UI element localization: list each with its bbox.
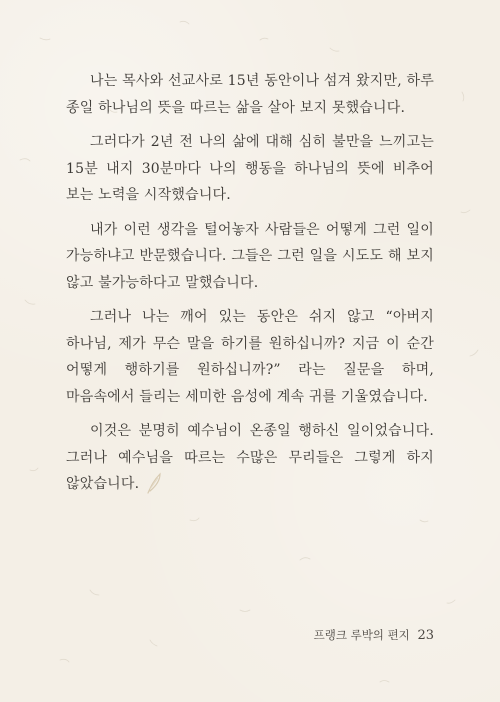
paragraph-3: 내가 이런 생각을 털어놓자 사람들은 어떻게 그런 일이 가능하냐고 반문했습니다. 그들은 그런 일을 시도도 해 보지 않고 불가능하다고 말했습니다. — [66, 221, 434, 291]
paragraph-5 — [66, 418, 434, 498]
body-text — [66, 68, 434, 506]
paragraph-2: 그러다가 2년 전 나의 삶에 대해 심히 불만을 느끼고는 15분 내지 30분마다 나의 행동을 하나님의 뜻에 비추어 보는 노력을 시작했습니다. — [66, 134, 434, 203]
page-number: 23 — [417, 628, 434, 643]
paragraph-5-text: 이것은 분명히 예수님이 온종일 행하신 일이었습니다. 그러나 예수님을 따르는 수많은 무리들은 그렇게 하지 않았습니다. — [66, 423, 434, 492]
paragraph-1: 나는 목사와 선교사로 15년 동안이나 섬겨 왔지만, 하루 종일 하나님의 뜻을 따르는 삶을 살아 보지 못했습니다. — [66, 73, 434, 116]
running-title: 프랭크 루박의 편지 — [313, 628, 410, 642]
paragraph-4: 그러나 나는 깨어 있는 동안은 쉬지 않고 “아버지 하나님, 제가 무슨 말을 하기를 원하십니까? 지금 이 순간 어떻게 행하기를 원하십니까?” 라는 질문을 하며, 마음속에서 들리는 세미한 음성에 계속 귀를 기울였습니다. — [66, 309, 434, 405]
feather-icon — [145, 472, 163, 494]
page-footer — [314, 627, 434, 643]
